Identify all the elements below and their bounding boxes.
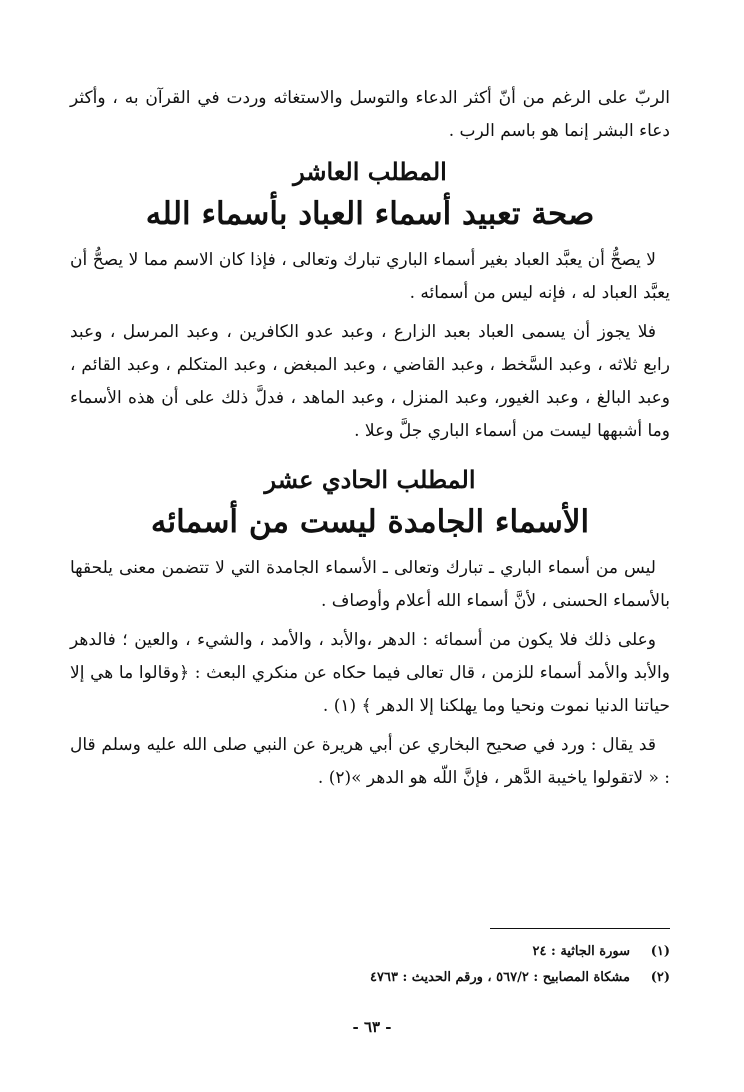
footnote-text: مشكاة المصابيح : ٥٦٧/٢ ، ورقم الحديث : ٤٧٦٣: [370, 970, 630, 985]
intro-paragraph: الربّ على الرغم من أنّ أكثر الدعاء والتوسل والاستغاثه وردت في القرآن به ، وأكثر دعاء البشر إنما هو باسم الرب .: [70, 88, 670, 141]
footnote-1: [70, 939, 670, 965]
section-11-title: الأسماء الجامدة ليست من أسمائه: [150, 504, 590, 540]
page-number: - ٦٣ -: [352, 1018, 392, 1036]
page-body: [70, 82, 670, 801]
section-10-paragraph-2: فلا يجوز أن يسمى العباد بعبد الزارع ، وعبد عدو الكافرين ، وعبد المرسل ، وعبد رابع ثلاثه ، وعبد السَّخط ، وعبد القاضي ، وعبد المبغض ، وعبد المتكلم ، وعبد القائم ، وعبد البالغ ، وعبد الغيور، وعبد المنزل ، وعبد الماهد ، فدلَّ ذلك على أن هذه الأسماء وما أشبهها ليست من أسماء الباري جلَّ وعلا .: [70, 322, 670, 441]
section-11-paragraph-1: ليس من أسماء الباري ـ تبارك وتعالى ـ الأسماء الجامدة التي لا تتضمن معنى يلحقها بالأسماء الحسنى ، لأنَّ أسماء الله أعلام وأوصاف .: [70, 558, 670, 611]
section-11-label: المطلب الحادي عشر: [264, 465, 476, 494]
section-10-title: صحة تعبيد أسماء العباد بأسماء الله: [145, 196, 595, 232]
footnote-text: سورة الجاثية : ٢٤: [532, 944, 630, 959]
footnote-number: (٢): [650, 970, 670, 985]
footnote-number: (١): [650, 944, 670, 959]
section-11-paragraph-2: وعلى ذلك فلا يكون من أسمائه : الدهر ،والأبد ، والأمد ، والشيء ، والعين ؛ فالدهر والأبد والأمد أسماء للزمن ، قال تعالى فيما حكاه عن منكري البعث : ﴿وقالوا ما هي إلا حياتنا الدنيا نموت ونحيا وما يهلكنا إلا الدهر ﴾ (١) .: [70, 630, 670, 716]
footnote-divider: [490, 928, 670, 929]
section-10-paragraph-1: لا يصحُّ أن يعبَّد العباد بغير أسماء الباري تبارك وتعالى ، فإذا كان الاسم مما لا يصحُّ أن يعبَّد العباد له ، فإنه ليس من أسمائه .: [70, 250, 670, 303]
section-10-label: المطلب العاشر: [293, 157, 447, 186]
footnotes: [70, 928, 670, 991]
footnote-2: [70, 965, 670, 991]
section-11-paragraph-3: قد يقال : ورد في صحيح البخاري عن أبي هريرة عن النبي صلى الله عليه وسلم قال : « لاتقولوا ياخيبة الدَّهر ، فإنَّ اللّه هو الدهر »(٢) .: [70, 735, 670, 788]
